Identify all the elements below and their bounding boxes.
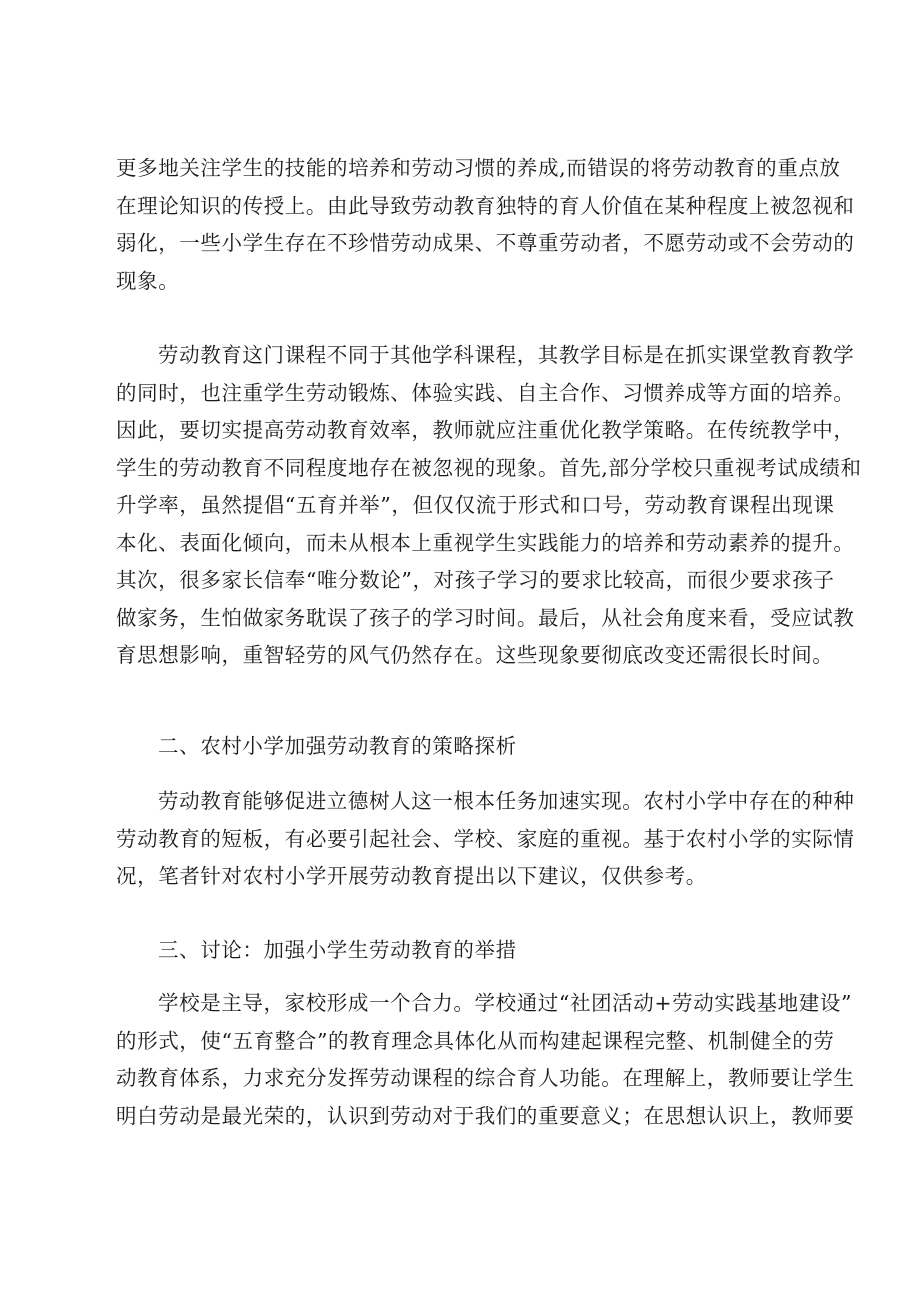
paragraph-line: 其次，很多家长信奉“唯分数论”，对孩子学习的要求比较高，而很少要求孩子: [116, 568, 835, 592]
paragraph-line: 因此，要切实提高劳动教育效率，教师就应注重优化教学策略。在传统教学中，: [116, 418, 855, 442]
paragraph-2: [116, 337, 862, 675]
paragraph-1: [116, 150, 855, 300]
paragraph-line: 学生的劳动教育不同程度地存在被忽视的现象。首先,部分学校只重视考试成绩和: [116, 455, 862, 480]
paragraph-line: 现象。: [116, 268, 180, 293]
paragraph-line: 劳动教育能够促进立德树人这一根本任务加速实现。农村小学中存在的种种: [158, 789, 855, 813]
paragraph-line: 做家务，生怕做家务耽误了孩子的学习时间。最后，从社会角度来看，受应试教: [116, 605, 855, 630]
paragraph-line: 更多地关注学生的技能的培养和劳动习惯的养成,而错误的将劳动教育的重点放: [116, 156, 841, 180]
paragraph-4: [116, 985, 855, 1135]
paragraph-line: 况，笔者针对农村小学开展劳动教育提出以下建议，仅供参考。: [116, 864, 707, 888]
paragraph-line: 本化、表面化倾向，而未从根本上重视学生实践能力的培养和劳动素养的提升。: [116, 530, 855, 555]
section-heading-3: 三、讨论：加强小学生劳动教育的举措: [158, 938, 517, 962]
paragraph-line: 动教育体系，力求充分发挥劳动课程的综合育人功能。在理解上，教师要让学生: [116, 1066, 855, 1090]
paragraph-line: 在理论知识的传授上。由此导致劳动教育独特的育人价值在某种程度上被忽视和: [116, 193, 855, 218]
paragraph-line: 弱化，一些小学生存在不珍惜劳动成果、不尊重劳动者，不愿劳动或不会劳动的: [116, 231, 855, 255]
paragraph-3: [116, 783, 855, 896]
paragraph-line: 的同时，也注重学生劳动锻炼、体验实践、自主合作、习惯养成等方面的培养。: [116, 380, 855, 405]
section-heading-2: 二、农村小学加强劳动教育的策略探析: [158, 734, 517, 758]
paragraph-line: 劳动教育的短板，有必要引起社会、学校、家庭的重视。基于农村小学的实际情: [116, 826, 855, 851]
paragraph-line: 升学率，虽然提倡“五育并举”，但仅仅流于形式和口号，劳动教育课程出现课: [116, 493, 835, 517]
paragraph-line: 劳动教育这门课程不同于其他学科课程，其教学目标是在抓实课堂教育教学: [158, 343, 855, 367]
paragraph-line: 学校是主导，家校形成一个合力。学校通过“社团活动+劳动实践基地建设”: [158, 991, 853, 1015]
paragraph-line: 明白劳动是最光荣的，认识到劳动对于我们的重要意义；在思想认识上，教师要: [116, 1103, 855, 1128]
paragraph-line: 育思想影响，重智轻劳的风气仍然存在。这些现象要彻底改变还需很长时间。: [116, 643, 834, 667]
paragraph-line: 的形式，使“五育整合”的教育理念具体化从而构建起课程完整、机制健全的劳: [116, 1028, 835, 1053]
